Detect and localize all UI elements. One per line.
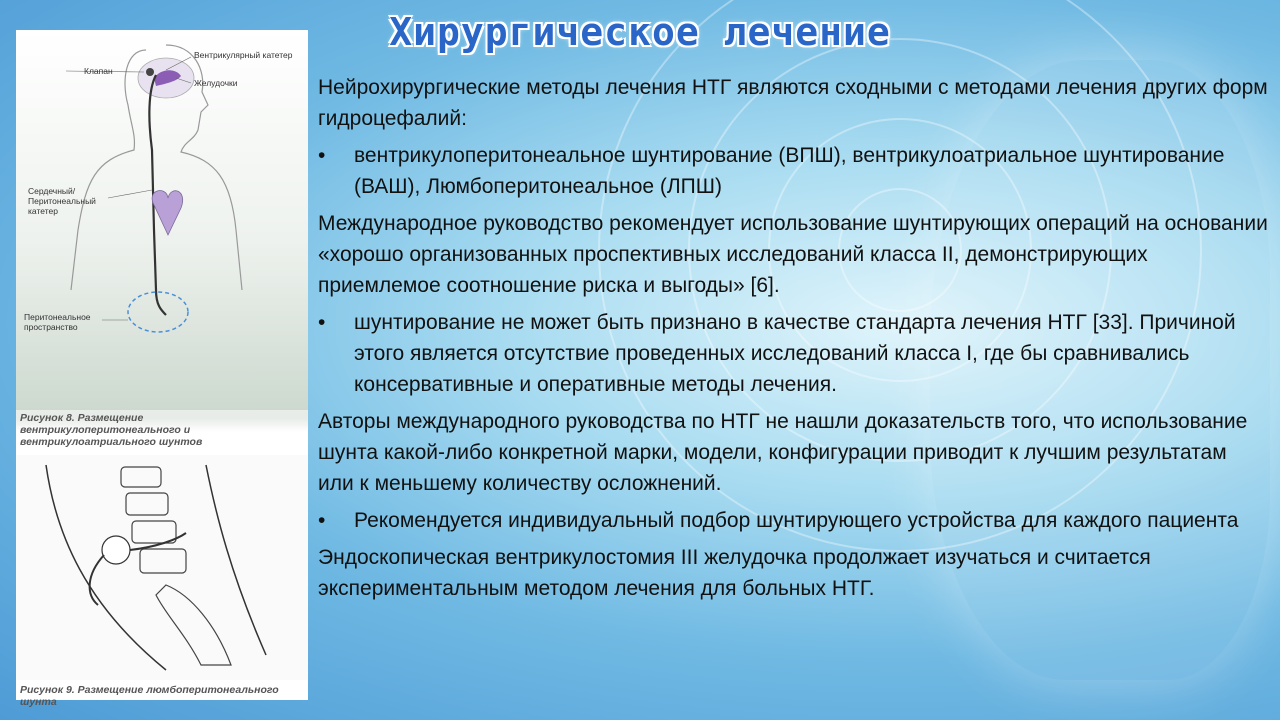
bullet-marker: • [318, 509, 326, 532]
shunt-valve-shape [102, 536, 130, 564]
back-contour [206, 465, 266, 655]
paragraph: Международное руководство рекомендует использование шунтирующих операций на основании «хорошо организованных проспективных исследований класса II, демонстрирующих приемлемое соотношение риска и выгоды» [6]. [318, 212, 1268, 297]
anatomy-illustration [16, 30, 308, 410]
slide-title: Хирургическое лечение [389, 10, 891, 54]
figure2-caption: Рисунок 9. Размещение люмбоперитонеального шунта [20, 684, 279, 708]
figure-panel [16, 30, 308, 708]
figure-vp-shunt [16, 30, 308, 410]
paragraph: Эндоскопическая вентрикулостомия III желудочка продолжает изучаться и считается экспериментальным методом лечения для больных НТГ. [318, 546, 1151, 600]
bullet-text: вентрикулоперитонеальное шунтирование (ВПШ), вентрикулоатриальное шунтирование (ВАШ), Люмбоперитонеальное (ЛПШ) [354, 144, 1225, 198]
bullet-text: шунтирование не может быть признано в качестве стандарта лечения НТГ [33]. Причиной этого является отсутствие проведенных исследований класса I, где бы сравнивались консервативные и оперативные методы лечения. [354, 311, 1236, 396]
figure-lp-shunt [16, 455, 308, 680]
label-valve: Клапан [84, 66, 113, 76]
paragraph: Нейрохирургические методы лечения НТГ являются сходными с методами лечения других форм гидроцефалий: [318, 76, 1268, 130]
bullet-item [318, 505, 1268, 536]
bullet-marker: • [318, 311, 326, 334]
bullet-text: Рекомендуется индивидуальный подбор шунтирующего устройства для каждого пациента [354, 509, 1239, 532]
paragraph: Авторы международного руководства по НТГ не нашли доказательств того, что использование шунта какой-либо конкретной марки, модели, конфигурации приводит к лучшим результатам или к меньшему количеству осложнений. [318, 410, 1248, 495]
spine-illustration [16, 455, 308, 680]
vertebrae [121, 467, 231, 665]
label-ventricular-catheter: Вентрикулярный катетер [194, 50, 293, 60]
body-outline [71, 50, 146, 290]
label-cardiac-catheter: Сердечный/ Перитонеальный катетер [28, 186, 96, 216]
label-ventricles: Желудочки [194, 78, 238, 88]
peritoneal-space-outline [128, 292, 188, 332]
bullet-item [318, 140, 1268, 202]
label-peritoneal-space: Перитонеальное пространство [24, 312, 91, 332]
body-contour [46, 465, 166, 670]
valve-shape [146, 68, 154, 76]
heart-shape [152, 191, 183, 235]
lp-catheter [130, 533, 186, 550]
bullet-marker: • [318, 144, 326, 167]
figure1-caption: Рисунок 8. Размещение вентрикулоперитонеального и вентрикулоатриального шунтов [20, 412, 203, 448]
slide-body [318, 72, 1268, 610]
bullet-item [318, 307, 1268, 400]
